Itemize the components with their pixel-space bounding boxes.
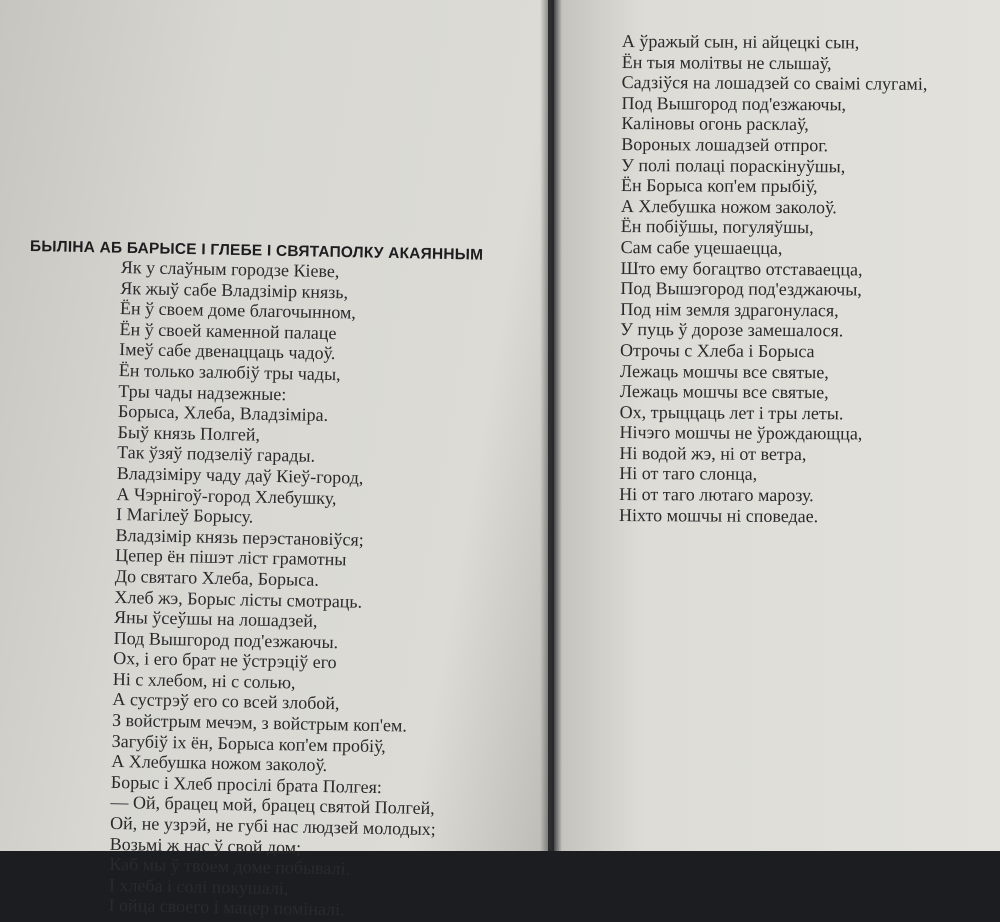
poem-line: Тры чады надзежные: — [118, 380, 287, 404]
poem-line: — Ой, брацец мой, брацец святой Полгей, — [110, 792, 435, 819]
poem-line: Каб мы ў твоем доме побывалі. — [109, 854, 351, 879]
poem-line: А ўражый сын, ні айцецкі сын, — [621, 31, 860, 53]
poem-line: І хлеба і солі покушалі, — [108, 874, 289, 899]
poem-line: З войстрым мечэм, з войстрым коп'ем. — [111, 709, 408, 736]
book-gutter — [540, 0, 562, 851]
poem-line: Быў князь Полгей, — [117, 421, 261, 445]
poem-line: Борыс і Хлеб просілі брата Полгея: — [110, 771, 383, 797]
poem-line: Ён ў своей каменной палаце — [119, 318, 337, 343]
poem-line: Вороных лошадзей отпрог. — [621, 133, 829, 156]
poem-line: Садзіўся на лошадзей со сваімі слугамі, — [621, 72, 928, 95]
poem-line: Так ўзяў подзеліў гарады. — [117, 442, 316, 467]
poem-line: У полі полаці пораскінуўшы, — [621, 154, 846, 176]
poem-line: Лежаць мошчы все святые, — [619, 381, 829, 403]
poem-line: Ён ў своем доме благочынном, — [119, 298, 357, 323]
poem-line: А Хлебушка ножом заколоў. — [620, 195, 837, 218]
poem-line: Отрочы с Хлеба і Борыса — [619, 339, 815, 362]
poem-line: А сустрэў его со всей злобой, — [112, 689, 340, 714]
poem-line: Лежаць мошчы все святые, — [619, 360, 829, 382]
poem-line: І ойца своего і мацер поміналі. — [108, 895, 345, 920]
poem-line: Ніхто мошчы ні споведае. — [618, 504, 819, 526]
poem-line: Загубіў іх ён, Борыса коп'ем пробіў, — [111, 730, 386, 756]
poem-line: Цепер ён пішэт ліст грамотны — [115, 545, 347, 570]
poem-line: Ні с хлебом, ні с солью, — [112, 668, 296, 693]
poem-line: Ні от таго лютаго марозу. — [619, 484, 814, 506]
poem-line: Ох, трыццаць лет і тры леты. — [619, 401, 844, 424]
poem-line: І Магілеў Борысу. — [115, 504, 254, 527]
poem-line: Под Вышэгород под'езджаючы, — [620, 278, 862, 300]
poem-line: Ён тыя молітвы не слышаў, — [621, 51, 832, 73]
poem-line: Ён побіўшы, погуляўшы, — [620, 216, 814, 238]
poem-line: Владзіміру чаду даў Кіеў-город, — [116, 462, 364, 488]
poem-line: У пуць ў дорозе замешалося. — [620, 319, 844, 341]
poem-line: Як жыў сабе Владзімір князь, — [120, 277, 349, 302]
poem-line: Ох, і его брат не ўстрэціў его — [113, 648, 337, 673]
poem-line: Як у слаўным городзе Кіеве, — [120, 257, 340, 282]
poem-line: Хлеб жэ, Борыс лісты смотраць. — [114, 586, 363, 612]
poem-line: До святаго Хлеба, Борыса. — [114, 565, 320, 590]
poem-line: Под Вышгород под'езжаючы, — [621, 92, 847, 115]
poem-line: Владзімір князь перэстановіўся; — [115, 524, 364, 550]
poem-line: Борыса, Хлеба, Владзіміра. — [117, 401, 329, 426]
poem-line: Ён только залюбіў тры чады, — [118, 359, 341, 385]
poem-line: Сам сабе уцешаецца, — [620, 236, 783, 258]
right-poem-text — [619, 31, 928, 527]
left-poem-text — [108, 257, 446, 922]
poem-line: А Чэрнігоў-город Хлебушку, — [116, 483, 337, 508]
poem-line: Возьмі ж нас ў свой дом; — [109, 833, 302, 858]
poem-line: Ой, не узрэй, не губі нас людзей молодых; — [109, 812, 436, 840]
poem-line: Каліновы огонь расклаў, — [621, 113, 809, 135]
poem-line: Яны ўсеўшы на лошадзей, — [113, 607, 318, 631]
poem-line: Нічэго мошчы не ўрождающца, — [619, 422, 863, 444]
poem-line: Под Вышгород под'езжаючы. — [113, 627, 339, 652]
poem-line: Под нім земля здрагонулася, — [620, 298, 839, 321]
poem-line: Ні от таго слонца, — [619, 463, 758, 485]
poem-title: БЫЛІНА АБ БАРЫСЕ І ГЛЕБЕ І СВЯТАПОЛКУ АКАЯННЫМ — [29, 238, 484, 264]
poem-line: Ні водой жэ, ні от ветра, — [619, 442, 807, 465]
poem-line: Імеў сабе двенаццаць чадоў. — [119, 339, 336, 364]
poem-line: Што ему богацтво отставаецца, — [620, 257, 863, 280]
poem-line: Ён Борыса коп'ем прыбіў, — [620, 175, 818, 197]
poem-line: А Хлебушка ножом заколоў. — [111, 751, 328, 776]
